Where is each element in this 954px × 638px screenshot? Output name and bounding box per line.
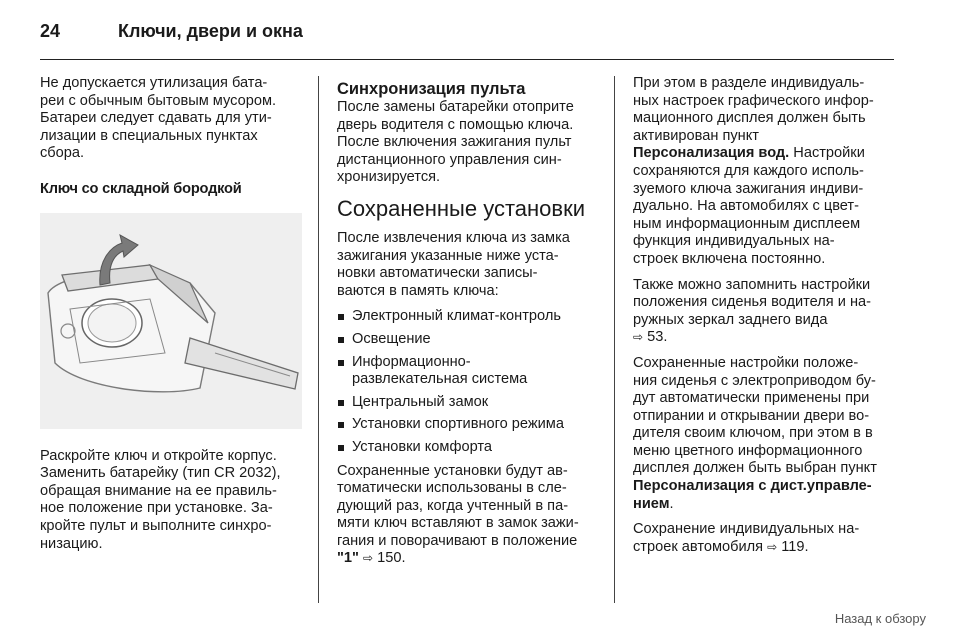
column-divider-2 [614,76,615,603]
column-divider-1 [318,76,319,603]
sentence-end: . [669,495,674,512]
page-title: Ключи, двери и окна [118,21,303,41]
header-rule [40,59,894,60]
page-ref-link[interactable]: 53. [647,329,668,346]
list-item: Установки комфорта [337,439,602,457]
personalization-driver-label: Персонализация вод. [633,145,790,162]
saved-settings-usage-text: Сохраненные установки будут ав- томатически использованы в сле- дующий раз, когда учтенный в па- мяти ключ вставляют в замок зажи- гания и поворачивают в положение [337,462,579,549]
column-left [40,75,302,561]
saved-seat-paragraph [633,355,898,513]
page-ref-arrow-icon: ⇨ [363,551,374,566]
sync-heading: Синхронизация пульта [337,80,526,98]
page-number: 24 [40,21,61,41]
page-ref-link[interactable]: 150. [377,550,406,567]
folding-key-heading: Ключ со складной бородкой [40,180,242,197]
ignition-position-label: "1" [337,550,359,567]
vehicle-settings-text: Сохранение индивидуальных на- строек автомобиля [633,521,860,555]
list-item: Освещение [337,331,602,349]
personalization-text: При этом в разделе индивидуаль- ных настроек графического инфор- мационного дисплея должен быть активирован пункт [633,75,874,144]
saved-settings-list [337,308,602,456]
remote-personalization-label: Персонализация с дист.управле- нием [633,478,872,512]
saved-seat-text: Сохраненные настройки положе- ния сиденья с электроприводом бу- дут автоматически применены при отпирании и открывании двери во- дителя своим ключом, при этом в в меню цветного информационного дисплея должен быть выбран пункт [633,354,877,477]
list-item: Электронный климат-контроль [337,308,602,326]
page-ref-link[interactable]: 119. [781,538,809,555]
saved-settings-intro: После извлечения ключа из замка зажигания указанные ниже уста- новки автоматически записы- ваются в память ключа: [337,229,570,299]
personalization-details: Настройки сохраняются для каждого исполь- зуемого ключа зажигания индиви- дуально. На автомобилях с цвет- ным информационным дисплеем функция индивидуальных на- строек включена постоянно. [633,145,865,267]
column-right [633,75,898,564]
seat-mirror-paragraph [633,277,898,347]
key-battery-illustration [40,213,302,429]
personalization-paragraph [633,75,898,269]
seat-mirror-text: Также можно запомнить настройки положения сиденья водителя и на- ружных зеркал заднего вида [633,276,871,328]
list-item: Установки спортивного режима [337,416,602,434]
saved-settings-heading: Сохраненные установки [337,195,585,221]
saved-settings-usage [337,463,602,569]
battery-disposal-text: Не допускается утилизация бата- реи с обычным бытовым мусором. Батареи следует сдавать для ути- лизации в специальных пунктах сбора. [40,75,277,162]
back-to-overview-link[interactable]: Назад к обзору [834,611,926,626]
page-ref-arrow-icon: ⇨ [633,330,644,345]
page-ref-arrow-icon: ⇨ [767,539,778,554]
open-key-instructions: Раскройте ключ и откройте корпус. Заменить батарейку (тип CR 2032), обращая внимание на ее правиль- ное положение при установке. За- кройте пульт и выполните синхро- низацию. [40,447,281,552]
vehicle-settings-paragraph [633,521,898,556]
list-item: Центральный замок [337,394,602,412]
column-middle [337,79,602,576]
list-item: Информационно- развлекательная система [337,354,602,389]
sync-text: После замены батарейки отоприте дверь водителя с помощью ключа. После включения зажигания пульт дистанционного управления син- хронизируется. [337,99,574,186]
